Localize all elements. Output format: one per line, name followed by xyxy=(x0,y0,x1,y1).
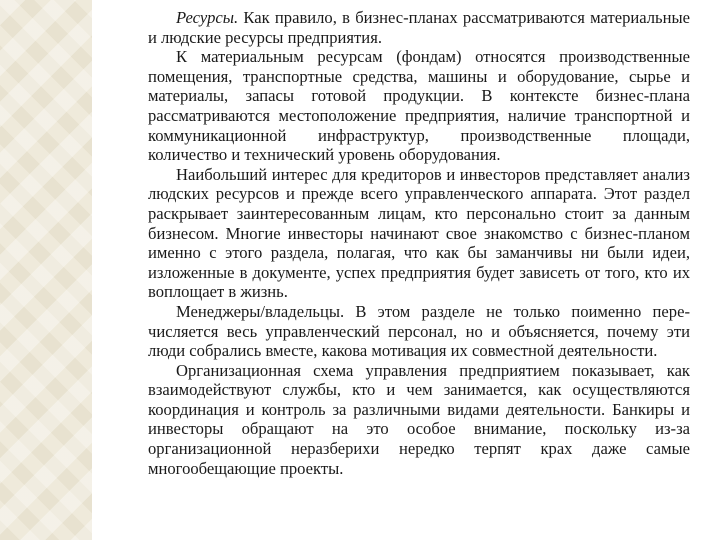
document-page xyxy=(148,8,690,478)
paragraph-lead-term: Ресурсы. xyxy=(176,8,239,27)
paragraph-managers-owners: Менеджеры/владельцы. В этом разделе не только поименно перечисляется весь управленческий персонал, но и объясняется, почему эти люди собрались вместе, какова мотивация их совместной деятельности. xyxy=(148,301,690,361)
page-margin-texture xyxy=(0,0,92,540)
paragraph-org-structure: Организационная схема управления предприятием показывает, как взаимодействуют службы, кто и чем занимается, как осуществляются координация и контроль за различными видами деятельности. Банкиры и инвесторы обращают на это особое внимание, поскольку из-за организационной неразберихи нередко терпят крах даже самые многообещающие проекты. xyxy=(148,360,690,478)
paragraph-human-resources: Наибольший интерес для кредиторов и инвесторов представляет анализ людских ресурсов и прежде всего управленческого аппарата. Этот раздел раскрывает заинтересованным лицам, кто персонально стоит за данным бизнесом. Многие инвесторы начинают свое знакомство с бизнес-планом именно с этого раздела, полагая, что как бы заманчивы ни были идеи, изложенные в документе, успех предприятия будет зависеть от того, кто их воплощает в жизнь. xyxy=(148,164,690,302)
paragraph-text: Как правило, в бизнес-планах рассматриваются материальные и людские ресурсы предприятия. xyxy=(148,8,690,47)
paragraph-resources xyxy=(148,8,690,47)
paragraph-material-resources: К материальным ресурсам (фондам) относятся производственные помещения, транспортные средства, машины и оборудование, сырье и материалы, запасы готовой продукции. В контексте бизнес-плана рассматриваются местоположение предприятия, наличие транспортной и коммуникационной инфраструктур, производственные площади, количество и технический уровень оборудования. xyxy=(148,47,690,165)
